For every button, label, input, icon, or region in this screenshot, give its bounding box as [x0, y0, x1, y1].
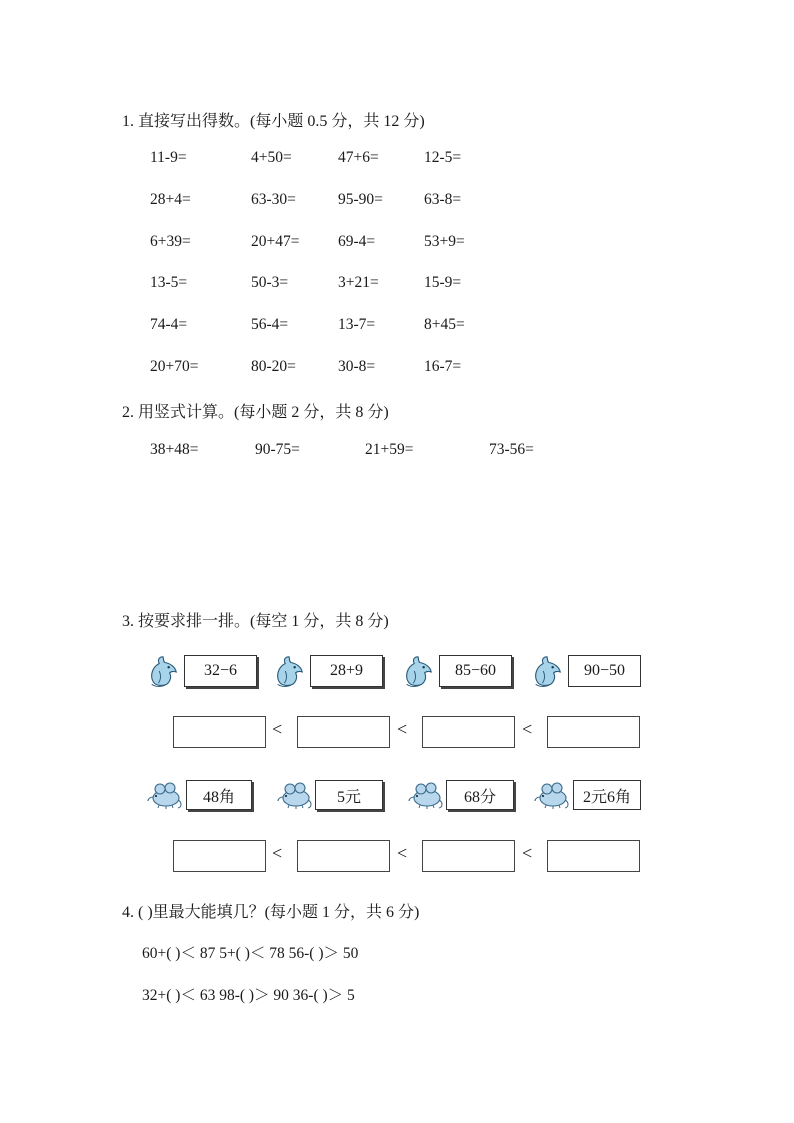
q1-problem: 80-20=: [251, 358, 296, 375]
answer-box[interactable]: [173, 716, 266, 748]
less-than-sign: <: [522, 843, 533, 863]
money-card: 68分: [446, 780, 514, 810]
q1-problem: 28+4=: [150, 191, 191, 208]
q2-item: 21+59=: [365, 441, 414, 458]
answer-box[interactable]: [422, 716, 515, 748]
q4-heading: 4. ( )里最大能填几？(每小题 1 分，共 6 分): [122, 904, 420, 921]
less-than-sign: <: [397, 719, 408, 739]
q1-problem: 20+47=: [251, 233, 300, 250]
q1-problem: 63-8=: [424, 191, 462, 208]
answer-box[interactable]: [422, 840, 515, 872]
dolphin-icon: [530, 654, 564, 688]
q1-problem: 74-4=: [150, 316, 188, 333]
q1-problem: 4+50=: [251, 149, 292, 166]
expression-card: 28+9: [310, 655, 383, 687]
q1-problem: 69-4=: [338, 233, 376, 250]
q2-heading: 2. 用竖式计算。(每小题 2 分，共 8 分): [122, 404, 389, 421]
q1-problem: 13-5=: [150, 274, 188, 291]
q1-problem: 20+70=: [150, 358, 199, 375]
answer-box[interactable]: [547, 840, 640, 872]
money-card: 48角: [186, 780, 252, 810]
answer-box[interactable]: [297, 840, 390, 872]
mouse-icon: [144, 782, 184, 810]
q3-heading: 3. 按要求排一排。(每空 1 分，共 8 分): [122, 613, 389, 630]
q1-problem: 63-30=: [251, 191, 296, 208]
q2-item: 38+48=: [150, 441, 199, 458]
dolphin-icon: [401, 654, 435, 688]
q1-problem: 13-7=: [338, 316, 376, 333]
q1-problem: 8+45=: [424, 316, 465, 333]
money-card: 2元6角: [573, 780, 641, 810]
q1-problem: 15-9=: [424, 274, 462, 291]
q1-problem: 11-9=: [150, 149, 187, 166]
expression-card: 85−60: [439, 655, 512, 687]
answer-box[interactable]: [297, 716, 390, 748]
q1-problem: 53+9=: [424, 233, 465, 250]
q1-problem: 6+39=: [150, 233, 191, 250]
answer-box[interactable]: [173, 840, 266, 872]
answer-box[interactable]: [547, 716, 640, 748]
q2-item: 90-75=: [255, 441, 300, 458]
expression-card: 90−50: [568, 655, 641, 687]
q1-problem: 47+6=: [338, 149, 379, 166]
dolphin-icon: [272, 654, 306, 688]
less-than-sign: <: [522, 719, 533, 739]
q1-problem: 3+21=: [338, 274, 379, 291]
q1-problem: 12-5=: [424, 149, 462, 166]
less-than-sign: <: [272, 719, 283, 739]
q1-problem: 30-8=: [338, 358, 376, 375]
less-than-sign: <: [272, 843, 283, 863]
q4-line: 32+( )＜ 63 98-( )＞ 90 36-( )＞ 5: [142, 987, 355, 1004]
q4-line: 60+( )＜ 87 5+( )＜ 78 56-( )＞ 50: [142, 945, 359, 962]
q1-problem: 56-4=: [251, 316, 289, 333]
q2-item: 73-56=: [489, 441, 534, 458]
q1-problem: 16-7=: [424, 358, 462, 375]
q1-problem: 95-90=: [338, 191, 383, 208]
expression-card: 32−6: [184, 655, 257, 687]
mouse-icon: [531, 782, 571, 810]
mouse-icon: [405, 782, 445, 810]
mouse-icon: [274, 782, 314, 810]
less-than-sign: <: [397, 843, 408, 863]
money-card: 5元: [315, 780, 383, 810]
dolphin-icon: [146, 654, 180, 688]
q1-heading: 1. 直接写出得数。(每小题 0.5 分，共 12 分): [122, 113, 425, 130]
q1-problem: 50-3=: [251, 274, 289, 291]
